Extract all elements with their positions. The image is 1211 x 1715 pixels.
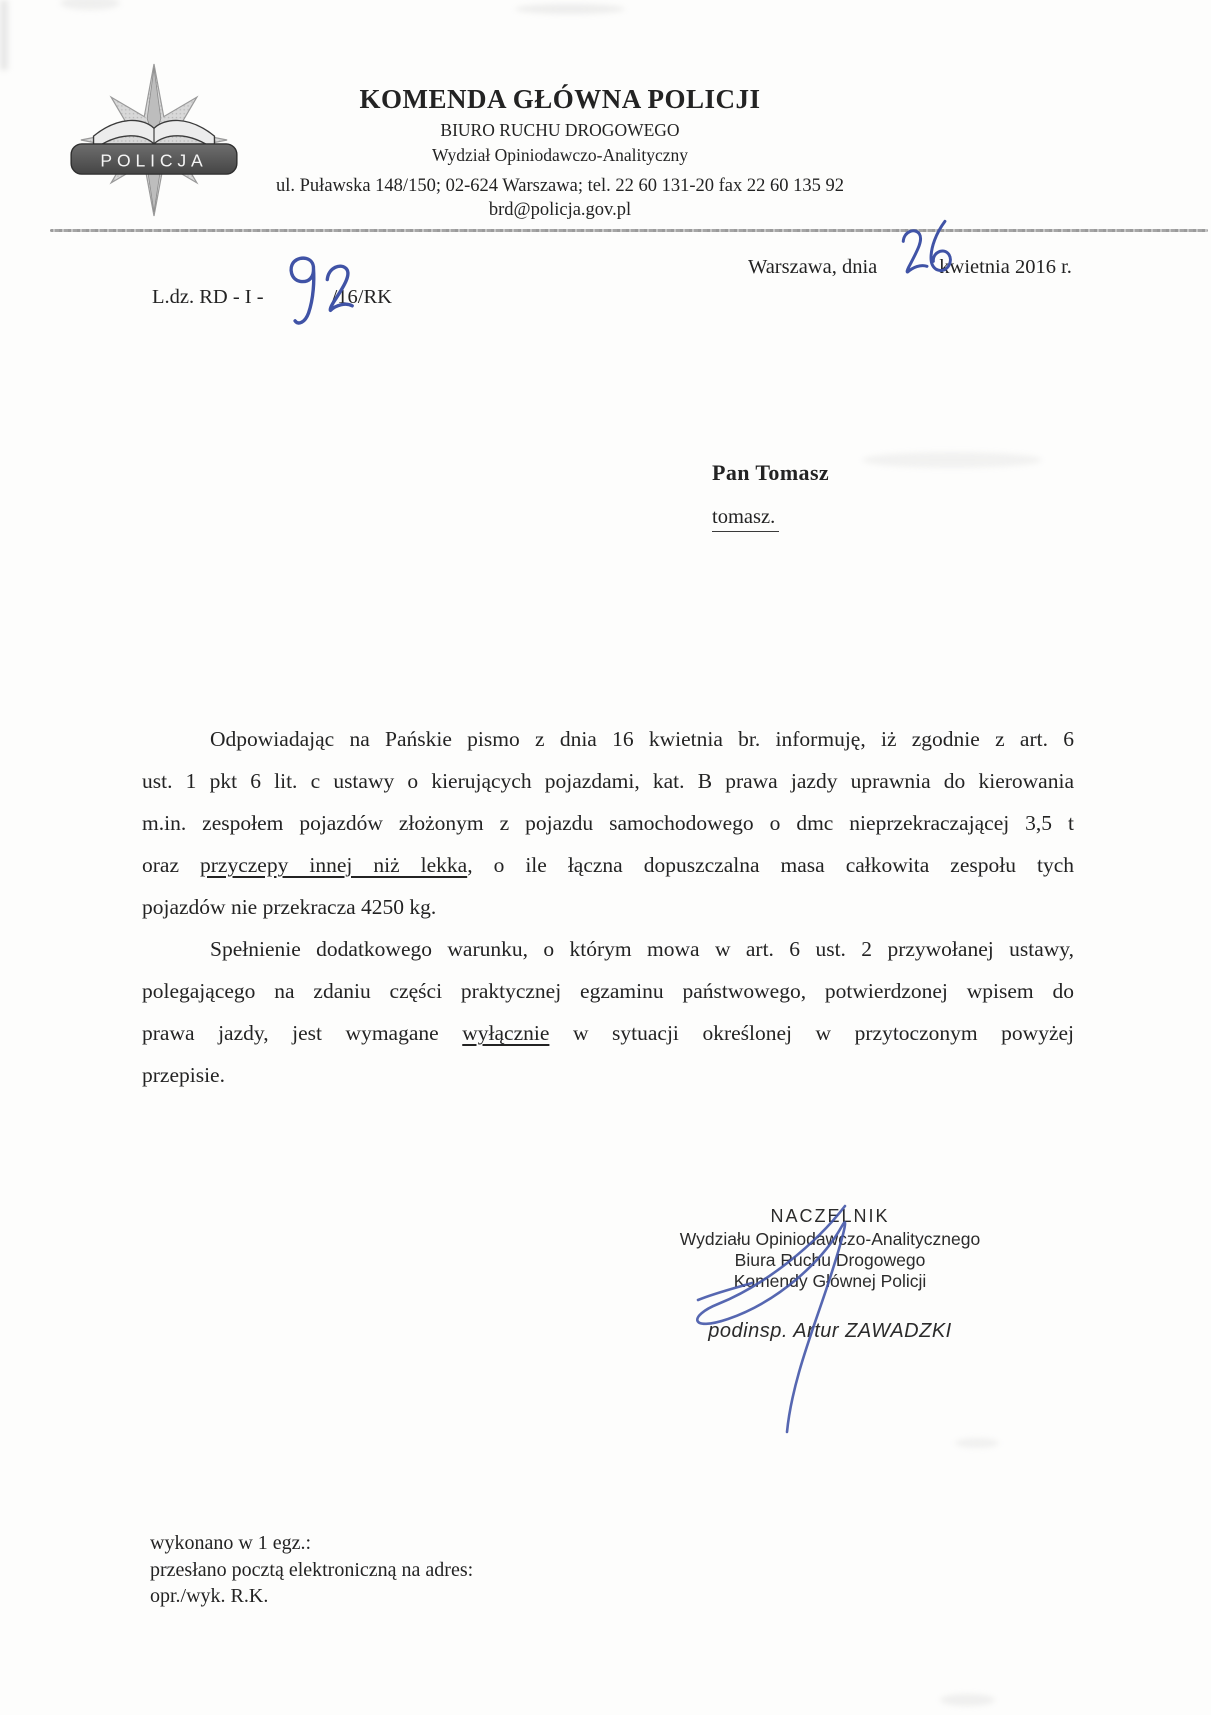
footer-line: wykonano w 1 egz.:: [150, 1532, 312, 1554]
recipient-contact: tomasz.: [712, 506, 779, 532]
signer-name: podinsp. Artur ZAWADZKI: [708, 1320, 952, 1342]
dateline-suffix: kwietnia 2016 r.: [939, 256, 1072, 278]
body-line: ust. 1 pkt 6 lit. c ustawy o kierujących pojazdami, kat. B prawa jazdy uprawnia do kierowania: [142, 769, 1074, 793]
scan-artifact: [515, 4, 625, 14]
recipient-name: Pan Tomasz: [712, 460, 830, 485]
letterhead: [260, 84, 860, 170]
footer-notes: [150, 1530, 473, 1610]
underlined-phrase: przyczepy innej niż lekka: [200, 853, 468, 877]
header-rule: [50, 229, 1208, 232]
body-text-segment: w sytuacji określonej w przytoczonym powyżej: [549, 1021, 1075, 1045]
underlined-phrase: wyłącznie: [462, 1021, 550, 1045]
reference-prefix: L.dz. RD - I -: [152, 286, 264, 308]
signer-unit-line: Biura Ruchu Drogowego: [734, 1250, 926, 1270]
scan-artifact: [940, 1694, 995, 1706]
letter-body: [142, 718, 1074, 1096]
dateline-prefix: Warszawa, dnia: [748, 256, 878, 278]
body-line: Odpowiadając na Pańskie pismo z dnia 16 kwietnia br. informuję, iż zgodnie z art. 6: [210, 727, 1074, 751]
scan-artifact: [60, 0, 120, 10]
scan-artifact: [955, 1438, 999, 1448]
dateline: [748, 256, 1072, 279]
body-line: [142, 1012, 1074, 1054]
signer-unit-line: Komendy Głównej Policji: [733, 1271, 927, 1291]
signer-unit-line: Wydziału Opiniodawczo-Analitycznego: [679, 1229, 981, 1249]
scan-artifact: [862, 452, 1042, 468]
body-line: Spełnienie dodatkowego warunku, o którym mowa w art. 6 ust. 2 przywołanej ustawy,: [210, 937, 1074, 961]
recipient-block: [712, 460, 829, 532]
letterhead-address: [170, 176, 950, 221]
body-line: m.in. zespołem pojazdów złożonym z pojazdu samochodowego o dmc nieprzekraczającej 3,5 t: [142, 811, 1074, 835]
policja-banner-label: POLICJA: [100, 150, 208, 171]
scan-artifact: [0, 0, 8, 70]
body-line: przepisie.: [142, 1063, 225, 1087]
handwritten-signature: [640, 1200, 900, 1445]
email-address: brd@policja.gov.pl: [488, 200, 632, 220]
body-text-segment: oraz: [142, 853, 201, 877]
reference-line: [152, 286, 392, 309]
org-name: KOMENDA GŁÓWNA POLICJI: [359, 84, 761, 114]
footer-line: opr./wyk. R.K.: [150, 1585, 269, 1607]
footer-line: przesłano pocztą elektroniczną na adres:: [150, 1558, 474, 1581]
bureau-name: BIURO RUCHU DROGOWEGO: [440, 120, 680, 140]
body-line: [142, 844, 1074, 886]
body-text-segment: , o ile łączna dopuszczalna masa całkowita zespołu tych: [467, 853, 1074, 877]
signer-title: NACZELNIK: [770, 1206, 890, 1226]
body-line: pojazdów nie przekracza 4250 kg.: [142, 895, 437, 919]
reference-suffix: /16/RK: [331, 286, 392, 308]
body-text-segment: prawa jazdy, jest wymagane: [142, 1021, 463, 1045]
body-line: polegającego na zdaniu części praktycznej egzaminu państwowego, potwierdzonej wpisem do: [142, 979, 1074, 1003]
address-line: ul. Puławska 148/150; 02-624 Warszawa; tel. 22 60 131-20 fax 22 60 135 92: [276, 176, 844, 196]
department-name: Wydział Opiniodawczo-Analityczny: [431, 145, 688, 165]
